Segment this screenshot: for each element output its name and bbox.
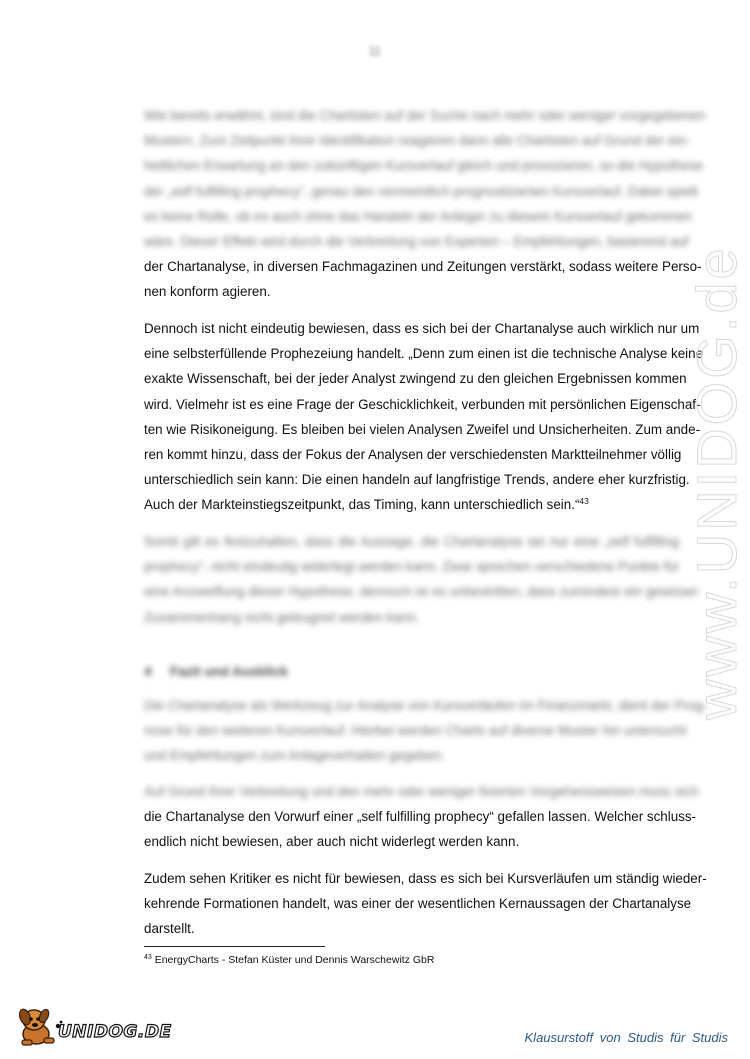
footnote — [144, 954, 434, 966]
unidog-logo[interactable] — [14, 1004, 172, 1048]
footnote-divider — [144, 946, 325, 947]
text-line — [144, 492, 679, 517]
footnote-reference[interactable]: 43 — [579, 496, 589, 507]
text-line: Somit gilt es festzuhalten, dass die Aussage, die Chartanalyse sei nur eine „self fulfilling — [144, 534, 679, 549]
page-number: 11 — [368, 44, 382, 58]
text-line: Mustern. Zum Zeitpunkt ihrer Identifikation reagieren dann alle Chartisten auf Grund der ein- — [144, 133, 691, 149]
text-line: wäre. Dieser Effekt wird durch die Verbreitung von Experten – Empfehlungen, basierend auf — [144, 234, 689, 250]
text-line: heitlichen Erwartung an den zukünftigen Kursverlauf gleich und provozieren, so die Hypothese — [144, 158, 704, 174]
paragraph-3 — [144, 529, 699, 630]
text-line: unterschiedlich sein kann: Die einen handeln auf langfristige Trends, andere eher kurzfristig. — [144, 472, 690, 488]
text-line: Dennoch ist nicht eindeutig bewiesen, dass es sich bei der Chartanalyse auch wirklich nur um — [144, 321, 700, 336]
section-number: 4 — [144, 664, 152, 679]
text-line: ten wie Risikoneigung. Es bleiben bei vielen Analysen Zweifel und Unsicherheiten. Zum ande- — [144, 421, 701, 437]
paragraph-5-blurred — [144, 779, 699, 804]
footnote-number: 43 — [144, 954, 152, 961]
paragraph-6 — [144, 866, 707, 942]
text-line: endlich nicht bewiesen, aber auch nicht widerlegt werden kann. — [144, 834, 520, 850]
tagline: Klausurstoff von Studis für Studis — [524, 1030, 728, 1045]
text-line: Zusammenhang nicht geleugnet werden kann. — [144, 609, 420, 625]
dog-icon — [14, 1004, 64, 1048]
text-line: eine Anzweiflung dieser Hypothese, dennoch ist es unbestritten, dass zumindest ein gewisser — [144, 584, 699, 600]
text-line: der „self fulfilling prophecy“, genau den vermeintlich prognostizierten Kursverlauf. Dabei spielt — [144, 183, 698, 199]
footnote-text: EnergyCharts - Stefan Küster und Dennis Warschewitz GbR — [154, 954, 435, 966]
logo-text: UNIDOG.DE — [58, 1022, 172, 1042]
section-title: Fazit und Ausblick — [170, 664, 288, 679]
text-line: ren kommt hinzu, dass der Fokus der Analysen der verschiedensten Marktteilnehmer völlig — [144, 447, 682, 463]
paragraph-5 — [144, 779, 699, 855]
text-line: Wie bereits erwähnt, sind die Chartisten auf der Suche nach mehr oder weniger vorgegebenen — [144, 108, 706, 123]
text-line: der Chartanalyse, in diversen Fachmagazinen und Zeitungen verstärkt, sodass weitere Perso- — [144, 259, 702, 275]
paragraph-2 — [144, 316, 704, 518]
text-line: prophecy“, nicht eindeutig widerlegt werden kann. Zwar sprechen verschiedene Punkte für — [144, 559, 680, 575]
watermark-text: www.UNIDOG.de — [685, 245, 748, 720]
text-line: nose für den weiteren Kursverlauf. Hierbei werden Charts auf diverse Muster hin untersucht — [144, 723, 687, 739]
paragraph-4 — [144, 693, 708, 769]
text-line: kehrende Formationen handelt, was einer der wesentlichen Kernaussagen der Chartanalyse — [144, 896, 692, 912]
text-line: Auf Grund ihrer Verbreitung und den mehr oder weniger fixierten Vorgehensweisen muss sich — [144, 784, 699, 799]
text-line: Zudem sehen Kritiker es nicht für bewiesen, dass es sich bei Kursverläufen um ständig wieder- — [144, 871, 707, 886]
text-line: eine selbsterfüllende Prophezeiung handelt. „Denn zum einen ist die technische Analyse keine — [144, 346, 704, 362]
text-line: darstellt. — [144, 921, 195, 937]
text-line: exakte Wissenschaft, bei der jeder Analyst zwingend zu den gleichen Ergebnissen kommen — [144, 371, 687, 387]
text-line: und Empfehlungen zum Anlageverhalten gegeben. — [144, 748, 445, 764]
text-line: nen konform agieren. — [144, 284, 271, 300]
text-line: die Chartanalyse den Vorwurf einer „self fulfilling prophecy“ gefallen lassen. Welcher schluss- — [144, 809, 697, 825]
quote-end-text: Auch der Markteinstiegszeitpunkt, das Timing, kann unterschiedlich sein.“ — [144, 497, 580, 513]
paragraph-1-blurred — [144, 103, 706, 254]
text-line: wird. Vielmehr ist es eine Frage der Geschicklichkeit, verbunden mit persönlichen Eigenschaf- — [144, 396, 701, 412]
paragraph-1 — [144, 103, 706, 305]
text-line: es keine Rolle, ob es auch ohne das Handeln der Anleger zu diesem Kursverlauf gekommen — [144, 208, 692, 224]
section-heading — [144, 664, 288, 679]
text-line: Die Chartanalyse als Werkzeug zur Analyse von Kursverläufen im Finanzmarkt, dient der Prog- — [144, 698, 708, 713]
